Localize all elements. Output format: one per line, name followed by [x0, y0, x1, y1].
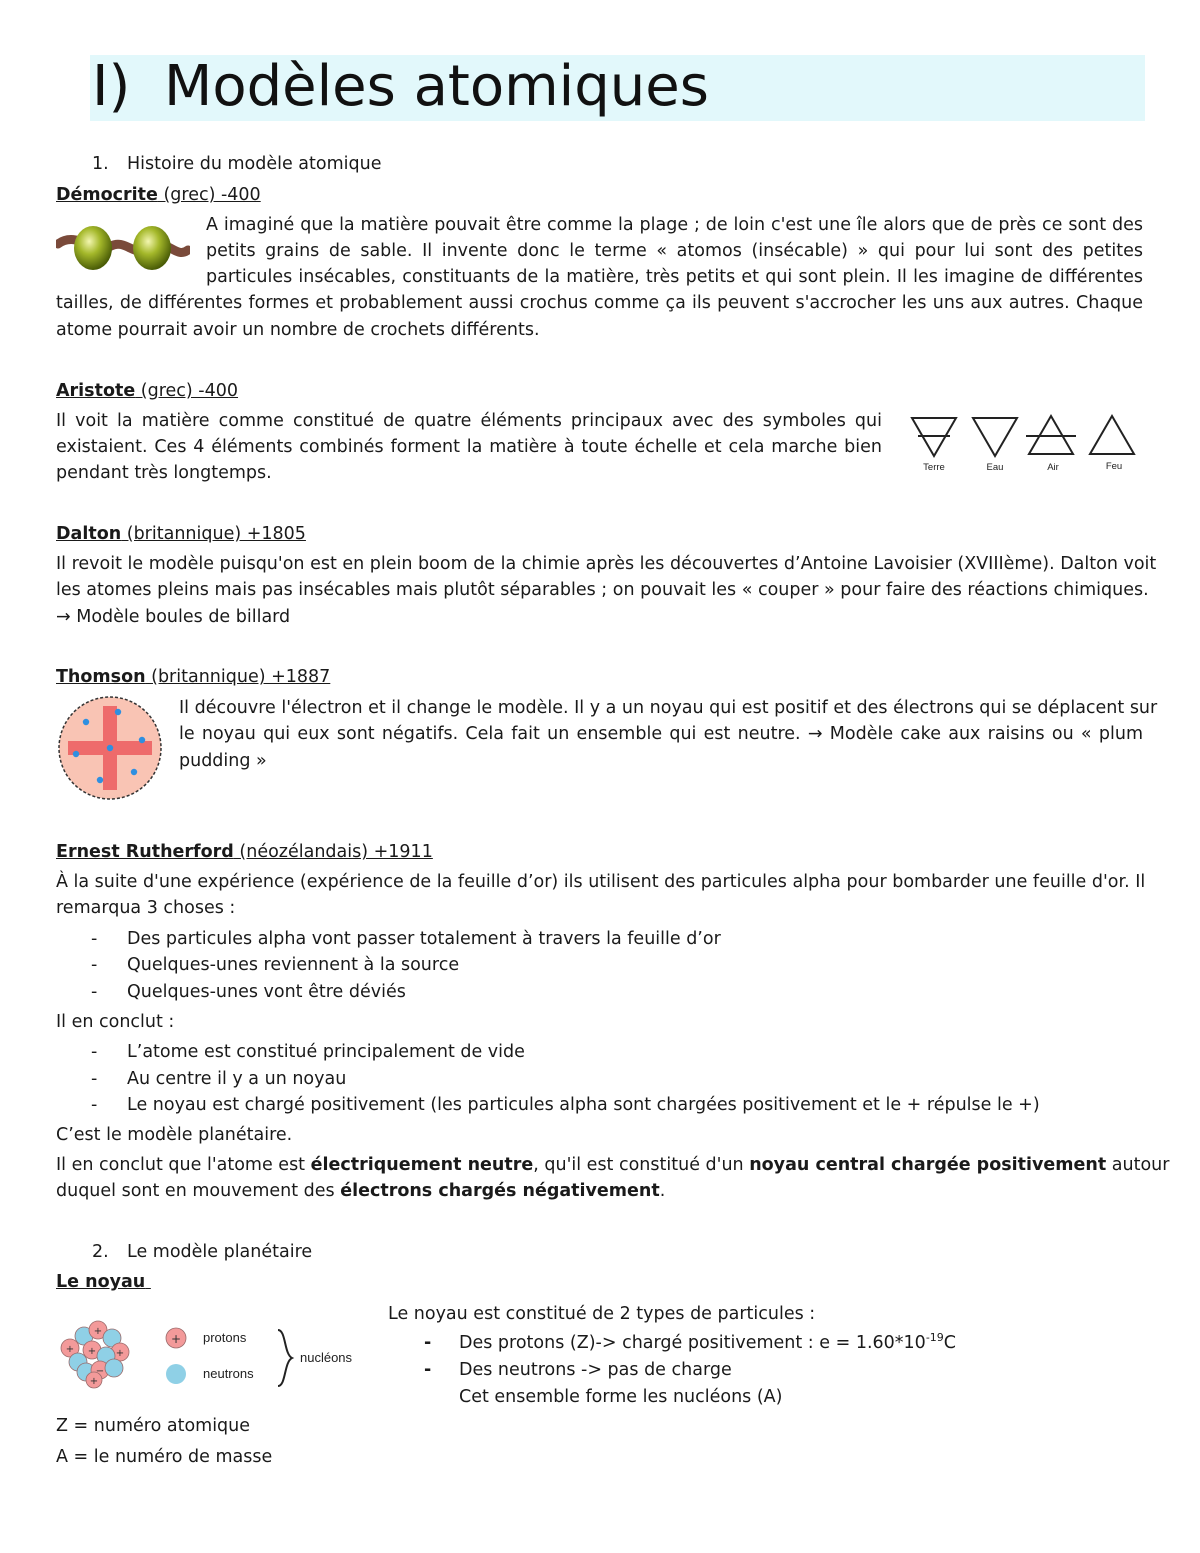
dalton-heading [56, 521, 306, 547]
nucleons-sentence: Cet ensemble forme les nucléons (A) [459, 1387, 783, 1407]
noyau-title: Le noyau [56, 1272, 146, 1292]
section-heading: Histoire du modèle atomique [127, 154, 382, 174]
democrite-atoms-image [56, 220, 190, 276]
model-name: C’est le modèle planétaire. [56, 1125, 293, 1145]
protons-label: protons [203, 1330, 247, 1345]
final-text: , qu'il est constitué d'un [533, 1155, 750, 1175]
thomson-name: Thomson [56, 667, 146, 687]
svg-text:+: + [93, 1326, 103, 1337]
water-symbol-icon [973, 418, 1017, 456]
conclusion-item: L’atome est constitué principalement de vide [127, 1042, 525, 1062]
noyau-intro: Le noyau est constitué de 2 types de particules : [388, 1304, 816, 1324]
section-heading: Le modèle planétaire [127, 1242, 313, 1262]
democrite-name: Démocrite [56, 185, 158, 205]
svg-text:+: + [65, 1344, 75, 1355]
protons-exponent: -19 [925, 1331, 944, 1345]
observation-item: Quelques-unes reviennent à la source [127, 955, 460, 975]
rutherford-meta: (néozélandais) +1911 [233, 842, 433, 862]
brace-icon [278, 1330, 292, 1386]
section-number: 2. [92, 1242, 109, 1262]
bullet-dash: - [91, 955, 98, 975]
dalton-name: Dalton [56, 524, 122, 544]
air-label: Air [1047, 462, 1059, 473]
thomson-text-line: pudding » [179, 751, 267, 771]
thomson-text-line: le noyau qui eux sont négatifs. Cela fait un ensemble qui est neutre. → Modèle cake aux raisins ou « plum [179, 724, 1143, 744]
dalton-text-line: → Modèle boules de billard [56, 607, 291, 627]
democrite-text-line: particules insécables, constituants de la matière, très petits et qui sont plein. Il les imagine de différentes [206, 267, 1143, 287]
fire-symbol-icon [1090, 416, 1134, 454]
bullet-dash: - [91, 982, 98, 1002]
conclusion-label: Il en conclut : [56, 1012, 175, 1032]
svg-text:+: + [89, 1376, 99, 1387]
democrite-heading [56, 182, 261, 208]
svg-text:−: − [95, 1366, 105, 1377]
svg-text:+: + [170, 1332, 182, 1346]
title-text: Modèles atomiques [164, 54, 709, 119]
protons-item [459, 1330, 956, 1356]
neutron-icon [166, 1364, 186, 1384]
dalton-text-line: les atomes pleins mais pas insécables mais plutôt séparables ; on pouvait les « couper » pour faire des réactions chimiques. [56, 580, 1149, 600]
rutherford-final-line [56, 1152, 1170, 1178]
neutrons-item: Des neutrons -> pas de charge [459, 1360, 732, 1380]
thomson-heading [56, 664, 330, 690]
final-text: . [659, 1181, 666, 1201]
z-definition: Z = numéro atomique [56, 1416, 251, 1436]
dalton-text-line: Il revoit le modèle puisqu'on est en plein boom de la chimie après les découvertes d’Antoine Lavoisier (XVIIIème). Dalton voit [56, 554, 1157, 574]
democrite-text-line: A imaginé que la matière pouvait être comme la plage ; de loin c'est une île alors que de près ce sont des [206, 215, 1143, 235]
protons-unit: C [943, 1333, 957, 1353]
plum-pudding-image [56, 694, 164, 802]
aristote-text-line: existaient. Ces 4 éléments combinés forment la matière à toute échelle et cela marche bien [56, 437, 882, 457]
bullet-dash: - [91, 929, 98, 949]
final-bold: électrons chargés négativement [340, 1181, 660, 1201]
rutherford-intro-line: À la suite d'une expérience (expérience de la feuille d’or) ils utilisent des particules alpha pour bombarder une feuille d'or. Il [56, 872, 1146, 892]
final-text: autour [1106, 1155, 1170, 1175]
aristote-text-line: pendant très longtemps. [56, 463, 272, 483]
rutherford-heading [56, 839, 433, 865]
observation-item: Quelques-unes vont être déviés [127, 982, 406, 1002]
bullet-dash: - [91, 1042, 98, 1062]
final-bold: noyau central chargée positivement [749, 1155, 1107, 1175]
bullet-dash: - [91, 1095, 98, 1115]
democrite-text-line: petits grains de sable. Il invente donc le terme « atomos (insécable) » qui pour lui sont des petites [206, 241, 1143, 261]
nucleons-label: nucléons [300, 1350, 353, 1365]
observation-item: Des particules alpha vont passer totalement à travers la feuille d’or [127, 929, 721, 949]
aristote-text-line: Il voit la matière comme constitué de quatre éléments principaux avec des symboles qui [56, 411, 882, 431]
section-number: 1. [92, 154, 109, 174]
democrite-text-line: tailles, de différentes formes et probablement aussi crochus comme ça ils peuvent s'accrocher les uns aux autres. Chaque [56, 293, 1143, 313]
a-definition: A = le numéro de masse [56, 1447, 273, 1467]
aristote-heading [56, 378, 238, 404]
page-title [92, 52, 709, 122]
rutherford-name: Ernest Rutherford [56, 842, 234, 862]
thomson-text-line: Il découvre l'électron et il change le modèle. Il y a un noyau qui est positif et des électrons qui se déplacent sur [179, 698, 1158, 718]
water-label: Eau [986, 462, 1004, 473]
rutherford-intro-line: remarqua 3 choses : [56, 898, 236, 918]
fire-label: Feu [1105, 461, 1123, 472]
protons-text: Des protons (Z)-> chargé positivement : e = 1.60*10 [459, 1333, 926, 1353]
thomson-meta: (britannique) +1887 [145, 667, 331, 687]
svg-text:+: + [87, 1346, 97, 1357]
bullet-dash: - [424, 1333, 432, 1353]
final-bold: électriquement neutre [310, 1155, 534, 1175]
dalton-meta: (britannique) +1805 [121, 524, 306, 544]
conclusion-item: Le noyau est chargé positivement (les particules alpha sont chargées positivement et le + répulse le +) [127, 1095, 1040, 1115]
neutrons-label: neutrons [203, 1366, 254, 1381]
svg-text:+: + [115, 1348, 125, 1359]
final-text: duquel sont en mouvement des [56, 1181, 341, 1201]
democrite-meta: (grec) -400 [157, 185, 261, 205]
aristote-name: Aristote [56, 381, 136, 401]
nucleus-diagram [56, 1318, 366, 1390]
bullet-dash: - [424, 1360, 432, 1380]
noyau-heading [56, 1269, 151, 1295]
final-text: Il en conclut que l'atome est [56, 1155, 311, 1175]
earth-label: Terre [923, 462, 945, 473]
bullet-dash: - [91, 1069, 98, 1089]
elements-symbols-image [908, 412, 1140, 474]
conclusion-item: Au centre il y a un noyau [127, 1069, 347, 1089]
democrite-text-line: atome pourrait avoir un nombre de crochets différents. [56, 320, 540, 340]
title-number: I) [92, 54, 131, 119]
rutherford-final-line [56, 1178, 665, 1204]
aristote-meta: (grec) -400 [135, 381, 239, 401]
